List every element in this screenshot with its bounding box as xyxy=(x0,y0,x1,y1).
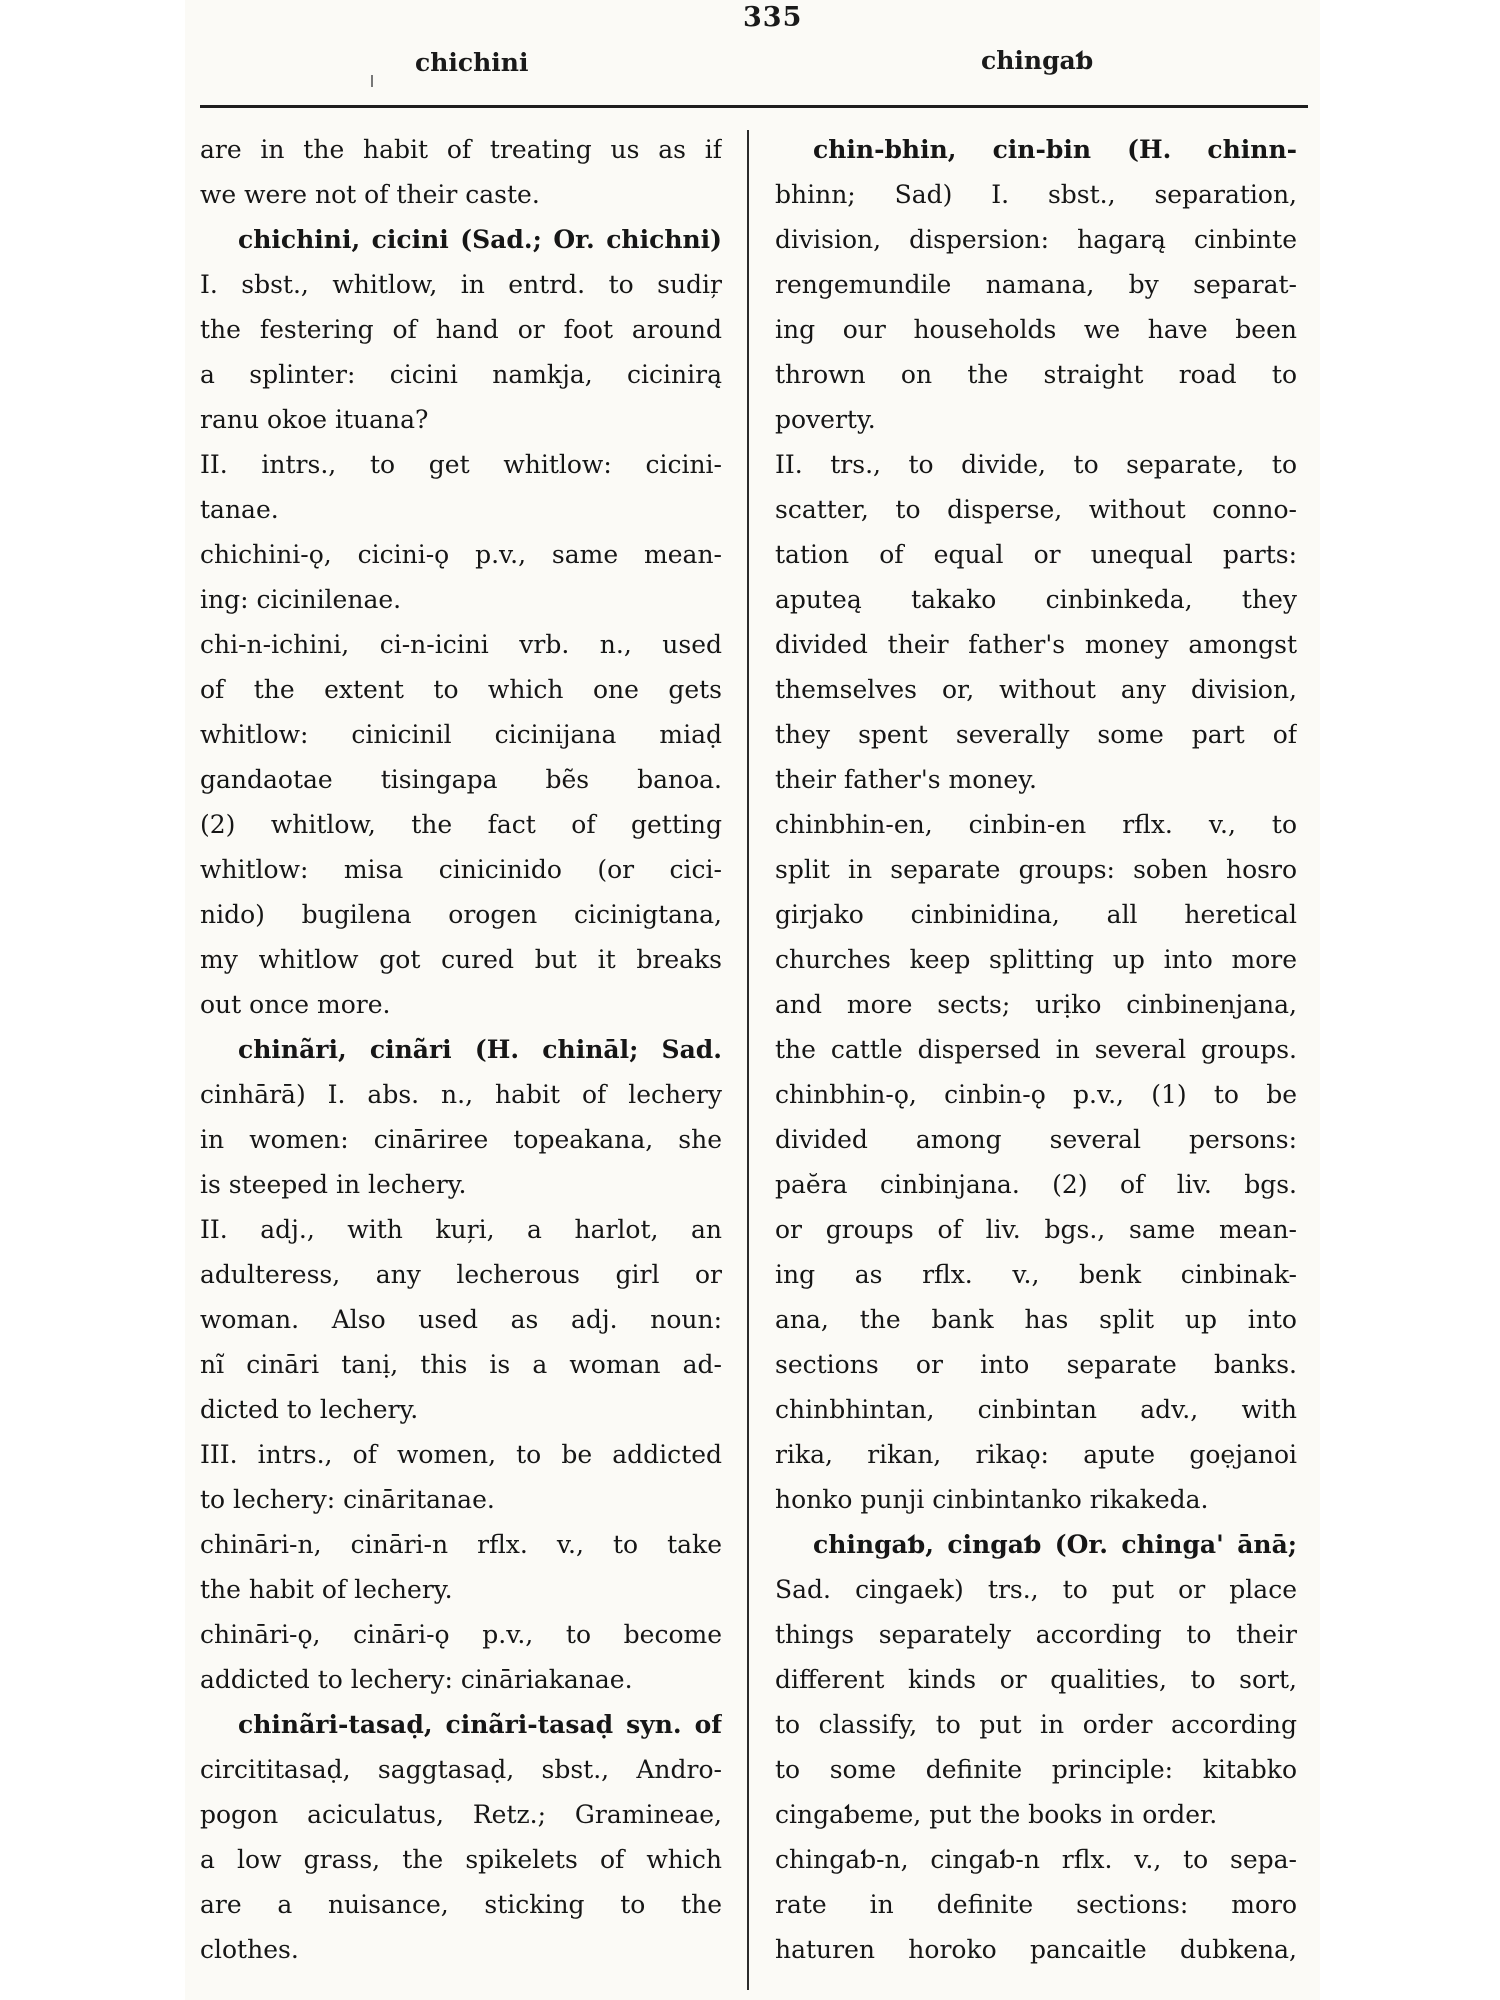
column-divider xyxy=(747,130,749,1990)
text-line: to some definite principle: kitabko xyxy=(775,1755,1297,1784)
text-line: cinhārā) I. abs. n., habit of lechery xyxy=(200,1080,722,1109)
text-line: I. sbst., whitlow, in entrd. to sudiŗ xyxy=(200,270,722,299)
text-line: the festering of hand or foot around xyxy=(200,315,722,344)
text-line: tation of equal or unequal parts: xyxy=(775,540,1297,569)
text-line: a low grass, the spikelets of which xyxy=(200,1845,722,1874)
text-line: ing our households we have been xyxy=(775,315,1297,344)
text-line: scatter, to disperse, without conno- xyxy=(775,495,1297,524)
text-line: adulteress, any lecherous girl or xyxy=(200,1260,722,1289)
text-line: chichini, cicini (Sad.; Or. chichni) xyxy=(238,225,722,254)
text-line: whitlow: misa cinicinido (or cici- xyxy=(200,855,722,884)
text-line: cingaƅeme, put the books in order. xyxy=(775,1800,1218,1829)
text-line: we were not of their caste. xyxy=(200,180,540,209)
margin-mark xyxy=(371,75,373,87)
text-line: dicted to lechery. xyxy=(200,1395,419,1424)
text-line: split in separate groups: soben hosro xyxy=(775,855,1297,884)
text-line: chin-bhin, cin-bin (H. chinn- xyxy=(813,135,1297,164)
text-line: chināri-n, cināri-n rflx. v., to take xyxy=(200,1530,722,1559)
dictionary-page xyxy=(185,0,1320,2000)
text-line: ing as rflx. v., benk cinbinak- xyxy=(775,1260,1297,1289)
text-line: ing: cicinilenae. xyxy=(200,585,402,614)
text-line: clothes. xyxy=(200,1935,299,1964)
text-line: aputeą takako cinbinkeda, they xyxy=(775,585,1297,614)
text-line: gandaotae tisingapa bẽs banoa. xyxy=(200,765,722,794)
text-line: my whitlow got cured but it breaks xyxy=(200,945,722,974)
text-line: tanae. xyxy=(200,495,279,524)
text-line: (2) whitlow, the fact of getting xyxy=(200,810,722,839)
text-line: girjako cinbinidina, all heretical xyxy=(775,900,1297,929)
text-line: chingaƅ, cingaƅ (Or. chinga' ānā; xyxy=(813,1530,1297,1559)
text-line: II. trs., to divide, to separate, to xyxy=(775,450,1297,479)
text-line: nido) bugilena orogen cicinigtana, xyxy=(200,900,722,929)
text-line: to classify, to put in order according xyxy=(775,1710,1297,1739)
text-line: chinbhin-en, cinbin-en rflx. v., to xyxy=(775,810,1297,839)
text-line: Sad. cingaek) trs., to put or place xyxy=(775,1575,1297,1604)
text-line: to lechery: cināritanae. xyxy=(200,1485,495,1514)
right-column xyxy=(775,127,1297,1972)
text-line: out once more. xyxy=(200,990,391,1019)
text-line: honko punji cinbintanko rikakeda. xyxy=(775,1485,1209,1514)
text-line: divided among several persons: xyxy=(775,1125,1297,1154)
text-line: addicted to lechery: cināriakanae. xyxy=(200,1665,633,1694)
text-line: division, dispersion: hagarą cinbinte xyxy=(775,225,1297,254)
left-column xyxy=(200,127,722,1972)
text-line: chinbhintan, cinbintan adv., with xyxy=(775,1395,1297,1424)
text-line: are a nuisance, sticking to the xyxy=(200,1890,722,1919)
text-line: sections or into separate banks. xyxy=(775,1350,1297,1379)
text-line: their father's money. xyxy=(775,765,1037,794)
text-line: ana, the bank has split up into xyxy=(775,1305,1297,1334)
text-line: chichini-ǫ, cicini-ǫ p.v., same mean- xyxy=(200,540,722,569)
text-line: thrown on the straight road to xyxy=(775,360,1297,389)
text-line: pogon aciculatus, Retz.; Gramineae, xyxy=(200,1800,722,1829)
header-rule xyxy=(200,105,1308,108)
text-line: are in the habit of treating us as if xyxy=(200,135,722,164)
text-line: or groups of liv. bgs., same mean- xyxy=(775,1215,1297,1244)
text-line: III. intrs., of women, to be addicted xyxy=(200,1440,722,1469)
text-line: whitlow: cinicinil cicinijana miaḍ xyxy=(200,720,722,749)
text-line: chinãri-tasaḍ, cinãri-tasaḍ syn. of xyxy=(238,1710,722,1739)
text-line: chinãri, cinãri (H. chināl; Sad. xyxy=(238,1035,722,1064)
text-line: chingaƅ-n, cingaƅ-n rflx. v., to sepa- xyxy=(775,1845,1297,1874)
text-line: the habit of lechery. xyxy=(200,1575,453,1604)
text-line: of the extent to which one gets xyxy=(200,675,722,704)
text-line: nĩ cināri tanị, this is a woman ad- xyxy=(200,1350,722,1379)
text-line: bhinn; Sad) I. sbst., separation, xyxy=(775,180,1297,209)
text-line: II. intrs., to get whitlow: cicini- xyxy=(200,450,722,479)
text-line: chi-n-ichini, ci-n-icini vrb. n., used xyxy=(200,630,722,659)
text-line: poverty. xyxy=(775,405,876,434)
text-line: a splinter: cicini namkja, cicinirą xyxy=(200,360,722,389)
text-line: themselves or, without any division, xyxy=(775,675,1297,704)
text-line: and more sects; urịko cinbinenjana, xyxy=(775,990,1297,1019)
text-line: chinbhin-ǫ, cinbin-ǫ p.v., (1) to be xyxy=(775,1080,1297,1109)
text-line: II. adj., with kuŗi, a harlot, an xyxy=(200,1215,722,1244)
text-line: haturen horoko pancaitle dubkena, xyxy=(775,1935,1297,1964)
text-line: things separately according to their xyxy=(775,1620,1297,1649)
text-line: ranu okoe ituana? xyxy=(200,405,429,434)
text-line: divided their father's money amongst xyxy=(775,630,1297,659)
running-head-left: chichini xyxy=(415,48,529,77)
text-line: circititasaḍ, saggtasaḍ, sbst., Andro- xyxy=(200,1755,722,1784)
text-line: the cattle dispersed in several groups. xyxy=(775,1035,1297,1064)
text-line: rate in definite sections: moro xyxy=(775,1890,1297,1919)
page-number: 335 xyxy=(743,2,803,33)
running-head-right: chingaƅ xyxy=(981,46,1094,75)
text-line: churches keep splitting up into more xyxy=(775,945,1297,974)
text-line: rengemundile namana, by separat- xyxy=(775,270,1297,299)
text-line: different kinds or qualities, to sort, xyxy=(775,1665,1297,1694)
text-line: in women: cināriree topeakana, she xyxy=(200,1125,722,1154)
text-line: rika, rikan, rikaǫ: apute goẹjanoi xyxy=(775,1440,1297,1469)
text-line: chināri-ǫ, cināri-ǫ p.v., to become xyxy=(200,1620,722,1649)
text-line: paĕra cinbinjana. (2) of liv. bgs. xyxy=(775,1170,1297,1199)
text-line: woman. Also used as adj. noun: xyxy=(200,1305,722,1334)
text-line: they spent severally some part of xyxy=(775,720,1297,749)
text-line: is steeped in lechery. xyxy=(200,1170,467,1199)
